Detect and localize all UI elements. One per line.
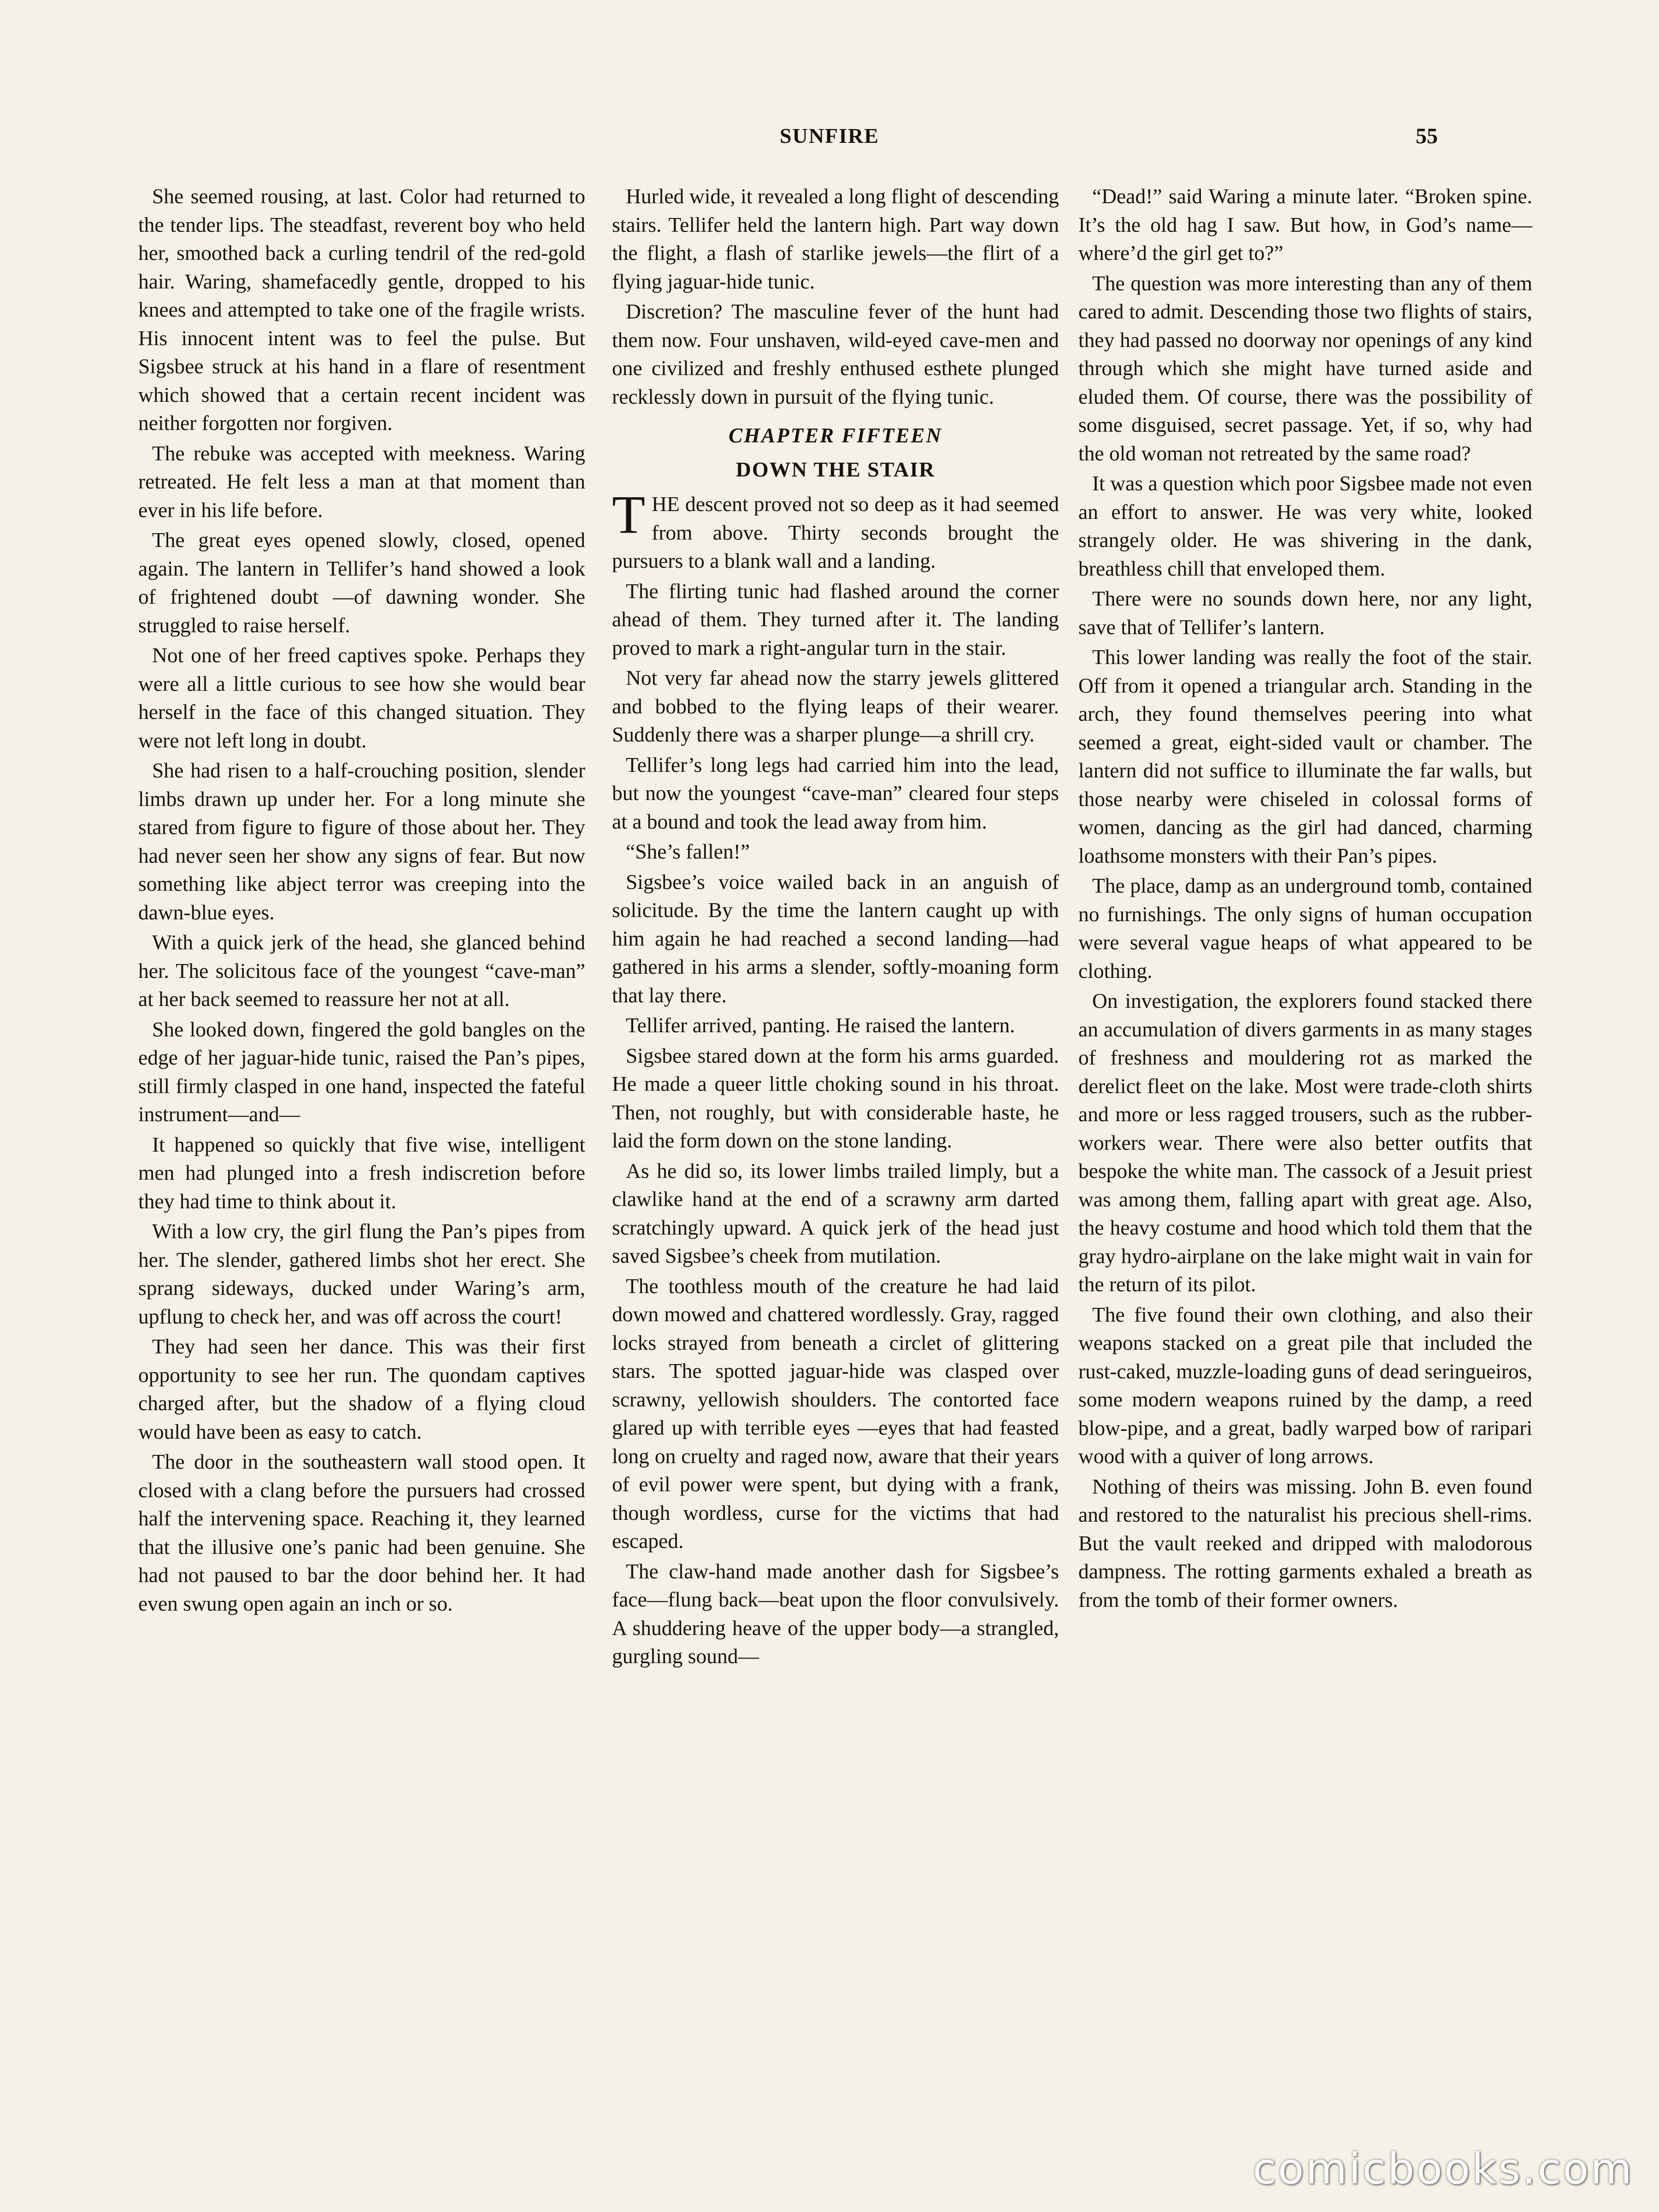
paragraph: The place, damp as an underground tomb, contained no furnishings. The only signs of human occupation were several vague heaps of what appeared to be clothing. <box>1078 874 1532 982</box>
paragraph: There were no sounds down here, nor any light, save that of Tellifer’s lantern. <box>1078 587 1532 639</box>
paragraph: The five found their own clothing, and also their weapons stacked on a great pile that included the rust-caked, muzzle-loading guns of dead seringueiros, some modern weapons ruined by the damp, a reed blow-pipe, and a great, badly warped bow of raripari wood with a quiver of long arrows. <box>1078 1302 1532 1468</box>
paragraph: With a low cry, the girl flung the Pan’s pipes from her. The slender, gathered limbs shot her erect. She sprang sideways, ducked under Waring’s arm, upflung to check her, and was off across the court! <box>138 1219 585 1328</box>
paragraph: She had risen to a half-crouching position, slender limbs drawn up under her. For a long minute she stared from figure to figure of those about her. They had never seen her show any signs of fear. But now something like abject terror was creeping into the dawn-blue eyes. <box>138 759 585 924</box>
paragraph: The great eyes opened slowly, closed, opened again. The lantern in Tellifer’s hand showed a look of frightened doubt —of dawning wonder. She struggled to raise herself. <box>138 528 585 637</box>
paragraph: With a quick jerk of the head, she glanced behind her. The solicitous face of the youngest “cave-man” at her back seemed to reassure her not at all. <box>138 930 585 1011</box>
paragraph: Sigsbee stared down at the form his arms guarded. He made a queer little choking sound in his throat. Then, not roughly, but with considerable haste, he laid the form down on the stone landing. <box>612 1043 1059 1152</box>
running-header-title: SUNFIRE <box>780 124 879 147</box>
paragraph: The toothless mouth of the creature he had laid down mowed and chattered wordlessly. Gray, ragged locks strayed from beneath a circlet of glittering stars. The spotted jaguar-hide was clasped over scrawny, yellowish shoulders. The contorted face glared up with terrible eyes —eyes that had feasted long on cruelty and raged now, aware that their years of evil power were spent, but dying with a frank, though wordless, curse for the victims that had escaped. <box>612 1274 1059 1553</box>
paragraph: Discretion? The masculine fever of the hunt had them now. Four unshaven, wild-eyed cave-men and one civilized and freshly enthused esthete plunged recklessly down in pursuit of the flying tunic. <box>612 300 1059 408</box>
paragraph: She seemed rousing, at last. Color had returned to the tender lips. The steadfast, reverent boy who held her, smoothed back a curling tendril of the red-gold hair. Waring, shamefacedly gentle, dropped to his knees and attempted to take one of the fragile wrists. His innocent intent was to feel the pulse. But Sigsbee struck at his hand in a flare of resentment which showed that a certain recent incident was neither forgotten nor forgiven. <box>138 184 585 435</box>
paragraph: Not one of her freed captives spoke. Perhaps they were all a little curious to see how she would bear herself in the face of this changed situation. They were not left long in doubt. <box>138 643 585 752</box>
drop-cap: T <box>612 484 646 545</box>
watermark: comicbooks.com <box>1253 2144 1634 2194</box>
paragraph: The question was more interesting than any of them cared to admit. Descending those two flights of stairs, they had passed no doorway nor openings of any kind through which she might have turned aside and eluded them. Of course, there was the possibility of some disguised, secret passage. Yet, if so, why had the old woman not retreated by the same road? <box>1078 271 1532 465</box>
paragraph: As he did so, its lower limbs trailed limply, but a clawlike hand at the end of a scrawny arm darted scratchingly upward. A quick jerk of the head just saved Sigsbee’s cheek from mutilation. <box>612 1159 1059 1267</box>
chapter-title: DOWN THE STAIR <box>735 458 935 481</box>
paragraph: “Dead!” said Waring a minute later. “Broken spine. It’s the old hag I saw. But how, in God’s name—where’d the girl get to?” <box>1078 184 1532 265</box>
paragraph: Sigsbee’s voice wailed back in an anguish of solicitude. By the time the lantern caught up with him again he had reached a second landing—had gathered in his arms a slender, softly-moaning form that lay there. <box>612 870 1059 1007</box>
paragraph: She looked down, fingered the gold bangles on the edge of her jaguar-hide tunic, raised the Pan’s pipes, still firmly clasped in one hand, inspected the fateful instrument—and— <box>138 1017 585 1126</box>
paragraph: The claw-hand made another dash for Sigsbee’s face—flung back—beat upon the floor convulsively. A shuddering heave of the upper body—a strangled, gurgling sound— <box>612 1559 1059 1668</box>
paragraph: The door in the southeastern wall stood open. It closed with a clang before the pursuers had crossed half the intervening space. Reaching it, they learned that the illusive one’s panic had been genuine. She had not paused to bar the door behind her. It had even swung open again an inch or so. <box>138 1450 585 1615</box>
opening-text: HE descent proved not so deep as it had seemed from above. Thirty seconds brought the pursuers to a blank wall and a landing. <box>612 492 1059 572</box>
text-column-3 <box>1078 182 1532 1616</box>
text-column-2 <box>612 182 1059 1672</box>
text-column-1 <box>138 182 585 1619</box>
paragraph: This lower landing was really the foot of the stair. Off from it opened a triangular arch. Standing in the arch, they found themselves peering into what seemed a great, eight-sided vault or chamber. The lantern did not suffice to illuminate the far walls, but those nearby were chiseled in colossal forms of women, dancing as the girl had danced, charming loathsome monsters with their Pan’s pipes. <box>1078 645 1532 867</box>
paragraph: “She’s fallen!” <box>626 840 750 863</box>
paragraph: It happened so quickly that five wise, intelligent men had plunged into a fresh indiscretion before they had time to think about it. <box>138 1132 585 1213</box>
paragraph: The flirting tunic had flashed around the corner ahead of them. They turned after it. The landing proved to mark a right-angular turn in the stair. <box>612 579 1059 659</box>
paragraph: Not very far ahead now the starry jewels glittered and bobbed to the flying leaps of their wearer. Suddenly there was a sharper plunge—a shrill cry. <box>612 666 1059 746</box>
paragraph: They had seen her dance. This was their first opportunity to see her run. The quondam captives charged after, but the shadow of a flying cloud would have been as easy to catch. <box>138 1335 585 1443</box>
paragraph: Hurled wide, it revealed a long flight of descending stairs. Tellifer held the lantern high. Part way down the flight, a flash of starlike jewels—the flirt of a flying jaguar-hide tunic. <box>612 184 1059 293</box>
paragraph: Nothing of theirs was missing. John B. even found and restored to the naturalist his precious shell-rims. But the vault reeked and dripped with malodorous dampness. The rotting garments exhaled a breath as from the tomb of their former owners. <box>1078 1474 1532 1612</box>
paragraph: On investigation, the explorers found stacked there an accumulation of divers garments in as many stages of freshness and mouldering rot as marked the derelict fleet on the lake. Most were trade-cloth shirts and more or less ragged trousers, such as the rubber-workers wear. There were also better outfits that bespoke the white man. The cassock of a Jesuit priest was among them, falling apart with great age. Also, the heavy costume and hood which told them that the gray hydro-airplane on the lake might wait in vain for the return of its pilot. <box>1078 989 1532 1296</box>
paragraph: Tellifer’s long legs had carried him into the lead, but now the youngest “cave-man” cleared four steps at a bound and took the lead away from him. <box>612 753 1059 833</box>
paragraph: Tellifer arrived, panting. He raised the lantern. <box>626 1013 1015 1037</box>
page-number: 55 <box>1416 124 1438 148</box>
chapter-label: CHAPTER FIFTEEN <box>729 424 942 447</box>
paragraph: It was a question which poor Sigsbee made not even an effort to answer. He was very white, looked strangely older. He was shivering in the dank, breathless chill that enveloped them. <box>1078 471 1532 580</box>
paragraph: The rebuke was accepted with meekness. Waring retreated. He felt less a man at that moment than ever in his life before. <box>138 441 585 522</box>
chapter-opening-paragraph <box>612 484 1059 575</box>
